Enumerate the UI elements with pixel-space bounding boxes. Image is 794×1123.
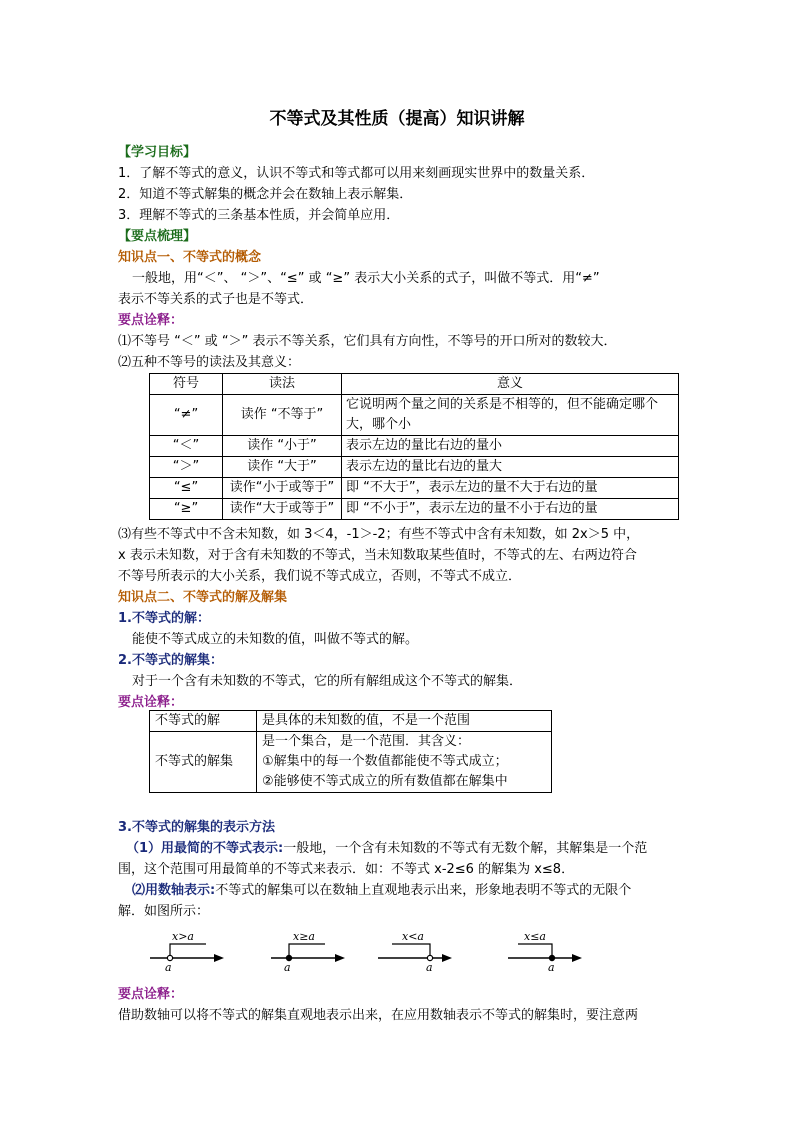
sign-table xyxy=(149,373,679,520)
kp1-heading: 知识点一、不等式的概念 xyxy=(118,250,262,265)
s3-heading: 3.不等式的解集的表示方法 xyxy=(118,820,275,835)
note-heading: 要点诠释： xyxy=(118,695,184,710)
table-cell: “≤” xyxy=(150,478,223,499)
table-cell: 表示左边的量比右边的量小 xyxy=(342,436,679,457)
note-line: x 表示未知数，对于含有未知数的不等式，当未知数取某些值时，不等式的左、右两边符合 xyxy=(118,548,637,563)
open-dot-icon xyxy=(167,955,172,960)
note-heading: 要点诠释： xyxy=(118,987,184,1002)
s3-p1-bold: （1）用最简的不等式表示: xyxy=(126,841,284,856)
filled-dot-icon xyxy=(549,955,554,960)
table-cell: 不等式的解集 xyxy=(150,732,257,793)
table-cell: “＞” xyxy=(150,457,223,478)
page-title: 不等式及其性质（提高）知识讲解 xyxy=(269,109,525,129)
table-cell: 是具体的未知数的值，不是一个范围 xyxy=(257,711,552,732)
range-bracket xyxy=(392,944,430,958)
cell-line: ②能够使不等式成立的所有数值都在解集中 xyxy=(262,774,508,789)
note-line: 不等号所表示的大小关系，我们说不等式成立，否则，不等式不成立． xyxy=(118,569,522,584)
table-cell: “≠” xyxy=(150,395,223,436)
number-line-lt xyxy=(376,924,456,974)
table-row xyxy=(150,711,552,732)
table-row xyxy=(150,436,679,457)
note-line: ⑵五种不等号的读法及其意义： xyxy=(118,355,301,370)
axis-condition-label: x≤a xyxy=(524,930,546,943)
kp2-s1-heading: 1.不等式的解： xyxy=(118,611,210,626)
axis-condition-label: x≥a xyxy=(293,930,315,943)
table-row xyxy=(150,478,679,499)
goal-item: 3．理解不等式的三条基本性质，并会简单应用． xyxy=(118,208,400,223)
arrow-icon xyxy=(214,954,224,962)
table-header: 符号 xyxy=(150,374,223,395)
table-row xyxy=(150,732,552,793)
cell-line: 是一个集合，是一个范围．其含义： xyxy=(262,734,471,749)
axis-point-label: a xyxy=(426,961,433,974)
table-row xyxy=(150,457,679,478)
kp1-text: 一般地，用“＜”、 “＞”、“≤” 或 “≥” 表示大小关系的式子，叫做不等式．用“≠” xyxy=(132,271,600,286)
number-line-le xyxy=(506,924,586,974)
note-heading: 要点诠释： xyxy=(118,313,184,328)
goal-item: 2．知道不等式解集的概念并会在数轴上表示解集． xyxy=(118,187,413,202)
table-cell: 表示左边的量比右边的量大 xyxy=(342,457,679,478)
table-cell xyxy=(257,732,552,793)
table-header: 读法 xyxy=(223,374,342,395)
summary-heading: 【要点梳理】 xyxy=(118,229,197,244)
table-cell: 不等式的解 xyxy=(150,711,257,732)
s3-p1-text: 一般地，一个含有未知数的不等式有无数个解，其解集是一个范 xyxy=(283,841,648,856)
s3-p1-text2: 围，这个范围可用最简单的不等式来表示．如：不等式 x-2≤6 的解集为 x≤8． xyxy=(118,862,575,877)
kp2-heading: 知识点二、不等式的解及解集 xyxy=(118,590,288,605)
table-row xyxy=(150,395,679,436)
table-cell: 读作“小于或等于” xyxy=(223,478,342,499)
kp1-text: 表示不等关系的式子也是不等式． xyxy=(118,292,314,307)
solution-table xyxy=(149,710,552,793)
content-bottom xyxy=(118,984,678,1026)
open-dot-icon xyxy=(427,955,432,960)
content-s3 xyxy=(118,817,678,922)
axis-point-label: a xyxy=(165,961,172,974)
table-cell: 它说明两个量之间的关系是不相等的，但不能确定哪个大，哪个小 xyxy=(342,395,679,436)
axis-condition-label: x>a xyxy=(172,930,194,943)
note-line: 借助数轴可以将不等式的解集直观地表示出来，在应用数轴表示不等式的解集时，要注意两 xyxy=(118,1008,639,1023)
axis-point-label: a xyxy=(548,961,555,974)
kp2-s2-text: 对于一个含有未知数的不等式，它的所有解组成这个不等式的解集． xyxy=(132,674,523,689)
axis-point-label: a xyxy=(284,961,291,974)
s3-p2-text2: 解．如图所示： xyxy=(118,904,210,919)
number-line-gt xyxy=(148,924,228,974)
table-row xyxy=(150,499,679,520)
arrow-icon xyxy=(442,954,452,962)
range-bracket xyxy=(518,944,552,958)
table-header: 意义 xyxy=(342,374,679,395)
goals-heading: 【学习目标】 xyxy=(118,145,197,160)
content-mid xyxy=(118,524,678,713)
table-cell: “＜” xyxy=(150,436,223,457)
table-cell: 读作“大于或等于” xyxy=(223,499,342,520)
s3-p2-bold: ⑵用数轴表示: xyxy=(132,883,216,898)
range-bracket xyxy=(170,944,206,958)
table-cell: “≥” xyxy=(150,499,223,520)
arrow-icon xyxy=(572,954,582,962)
arrow-icon xyxy=(335,954,345,962)
axis-condition-label: x<a xyxy=(402,930,424,943)
range-bracket xyxy=(289,944,325,958)
table-cell: 即 “不大于”，表示左边的量不大于右边的量 xyxy=(342,478,679,499)
table-header-row xyxy=(150,374,679,395)
table-cell: 读作 “小于” xyxy=(223,436,342,457)
table-cell: 读作 “不等于” xyxy=(223,395,342,436)
content-top xyxy=(118,142,678,373)
s3-p2-text: 不等式的解集可以在数轴上直观地表示出来，形象地表明不等式的无限个 xyxy=(215,883,632,898)
kp2-s1-text: 能使不等式成立的未知数的值，叫做不等式的解。 xyxy=(132,632,419,647)
filled-dot-icon xyxy=(286,955,291,960)
table-cell: 读作 “大于” xyxy=(223,457,342,478)
kp2-s2-heading: 2.不等式的解集： xyxy=(118,653,223,668)
table-cell: 即 “不小于”，表示左边的量不小于右边的量 xyxy=(342,499,679,520)
number-line-ge xyxy=(269,924,349,974)
goal-item: 1．了解不等式的意义，认识不等式和等式都可以用来刻画现实世界中的数量关系． xyxy=(118,166,595,181)
note-line: ⑶有些不等式中不含未知数，如 3＜4，-1＞-2；有些不等式中含有未知数，如 2x＞5 中， xyxy=(118,527,640,542)
note-line: ⑴不等号 “＜” 或 “＞” 表示不等关系，它们具有方向性，不等号的开口所对的数较大． xyxy=(118,334,617,349)
cell-line: ①解集中的每一个数值都能使不等式成立； xyxy=(262,754,508,769)
